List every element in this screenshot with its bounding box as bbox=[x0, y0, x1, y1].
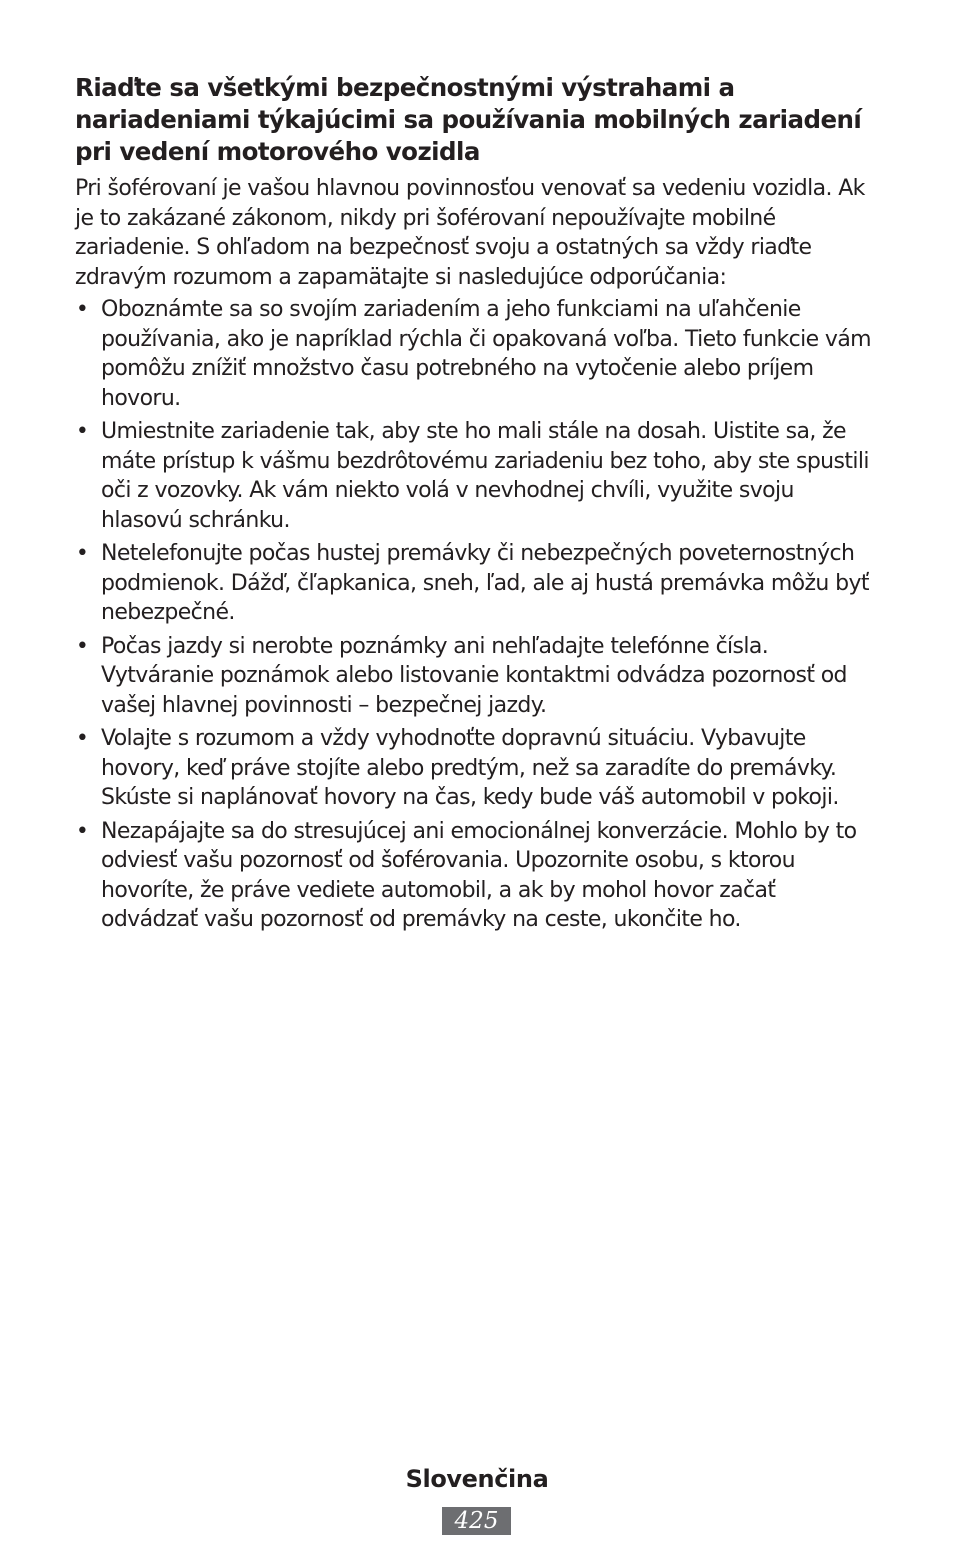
bullet-icon: • bbox=[75, 297, 89, 322]
list-item-text: Počas jazdy si nerobte poznámky ani nehľadajte telefónne čísla. Vytváranie poznámok alebo listovanie kontaktmi odvádza pozornosť od vašej hlavnej povinnosti – bezpečnej jazdy. bbox=[101, 633, 847, 718]
list-item bbox=[75, 632, 875, 721]
list-item bbox=[75, 295, 875, 413]
section-heading: Riaďte sa všetkými bezpečnostnými výstrahami a nariadeniami týkajúcimi sa používania mobilných zariadení pri vedení motorového vozidla bbox=[75, 73, 862, 166]
footer-language: Slovenčina bbox=[405, 1465, 549, 1493]
list-item-text: Volajte s rozumom a vždy vyhodnoťte dopravnú situáciu. Vybavujte hovory, keď práve stojíte alebo predtým, než sa zaradíte do premávky. Skúste si naplánovať hovory na čas, kedy bude váš automobil v pokoji. bbox=[101, 726, 839, 810]
bullet-icon: • bbox=[75, 818, 89, 844]
list-item-text: Oboznámte sa so svojím zariadením a jeho funkciami na uľahčenie používania, ako je napríklad rýchla či opakovaná voľba. Tieto funkcie vám pomôžu znížiť množstvo času potrebného na vytočenie alebo príjem hovoru. bbox=[101, 297, 871, 411]
bullet-icon: • bbox=[75, 419, 89, 444]
list-item bbox=[75, 817, 875, 935]
bullet-icon: • bbox=[75, 633, 89, 659]
bullet-icon: • bbox=[75, 726, 89, 751]
bullet-icon: • bbox=[75, 541, 89, 566]
list-item-text: Umiestnite zariadenie tak, aby ste ho mali stále na dosah. Uistite sa, že máte prístup k vášmu bezdrôtovému zariadeniu bez toho, aby ste spustili oči z vozovky. Ak vám niekto volá v nevhodnej chvíli, využite svoju hlasovú schránku. bbox=[101, 419, 869, 533]
list-item-text: Netelefonujte počas hustej premávky či nebezpečných poveternostných podmienok. Dážď, čľapkanica, sneh, ľad, ale aj hustá premávka môžu byť nebezpečné. bbox=[101, 541, 869, 625]
recommendation-list bbox=[75, 295, 875, 935]
list-item-text: Nezapájajte sa do stresujúcej ani emocionálnej konverzácie. Mohlo by to odviesť vašu pozornosť od šoférovania. Upozornite osobu, s ktorou hovoríte, že práve vediete automobil, a ak by mohol hovor začať odvádzať vašu pozornosť od premávky na ceste, ukončite ho. bbox=[101, 818, 857, 932]
list-item bbox=[75, 724, 875, 813]
page-number: 425 bbox=[442, 1507, 511, 1535]
list-item bbox=[75, 539, 875, 628]
intro-paragraph: Pri šoférovaní je vašou hlavnou povinnosťou venovať sa vedeniu vozidla. Ak je to zakázané zákonom, nikdy pri šoférovaní nepoužívajte mobilné zariadenie. S ohľadom na bezpečnosť svoju a ostatných sa vždy riaďte zdravým rozumom a zapamätajte si nasledujúce odporúčania: bbox=[75, 176, 865, 290]
list-item bbox=[75, 417, 875, 535]
page-content bbox=[75, 72, 875, 939]
